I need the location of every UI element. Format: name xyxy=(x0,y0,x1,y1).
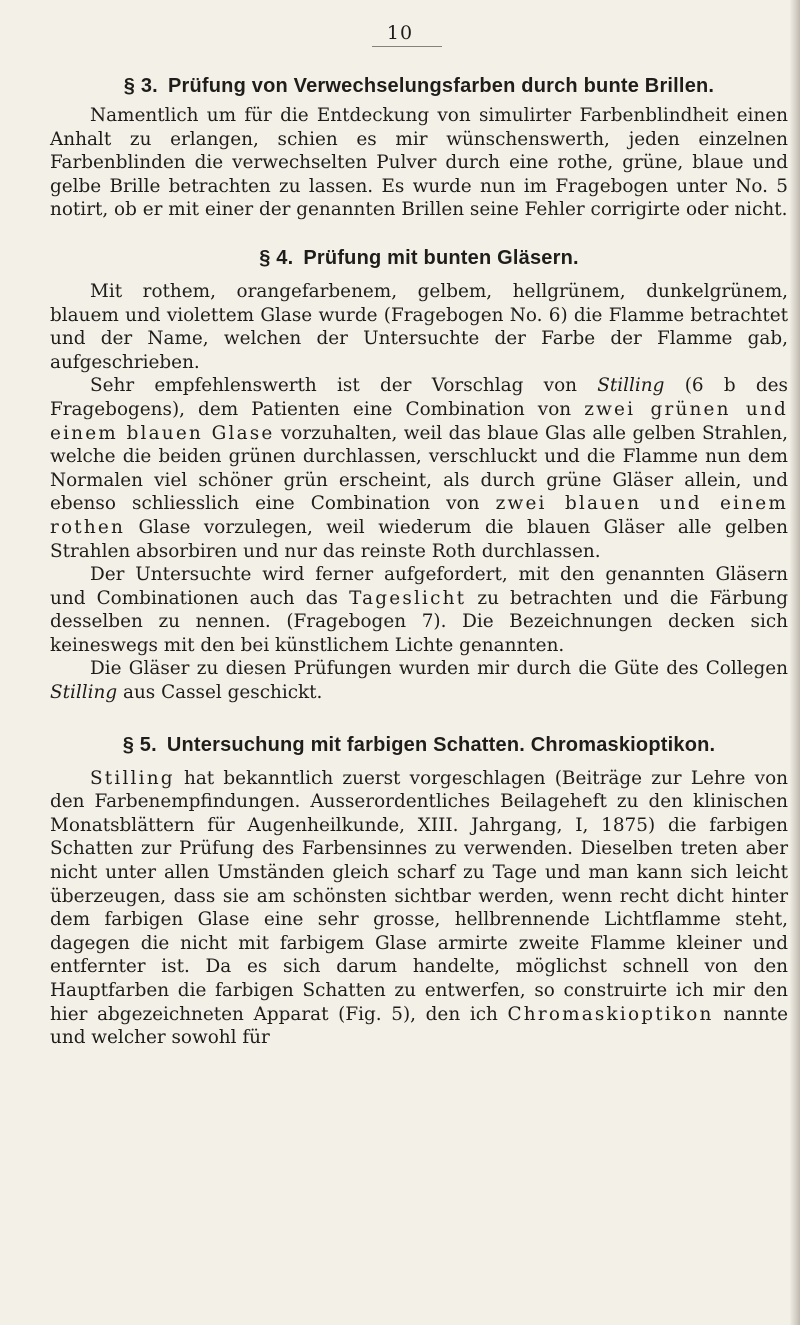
page-number: 10 xyxy=(386,22,414,44)
text-run: Namentlich um für die Entdeckung von simulirter Farbenblindheit einen Anhalt zu erlangen, schien es mir wünschenswerth, jeden einzelnen Farbenblinden die verwechselten Pulver durch eine rothe, grüne, blaue und gelbe Brille betrachten zu lassen. Es wurde nun im Fragebogen unter No. 5 notirt, ob er mit einer der genannten Brillen seine Fehler corrigirte oder nicht. xyxy=(50,105,788,221)
spaced-emphasis: Chromaskioptikon xyxy=(507,1003,714,1025)
section-4 xyxy=(50,244,788,705)
italic-name: Stilling xyxy=(50,682,118,704)
paragraph xyxy=(50,104,788,222)
section-5 xyxy=(50,731,788,1050)
section-heading xyxy=(50,72,788,100)
text-run: aus Cassel geschickt. xyxy=(117,682,323,704)
page-body xyxy=(50,72,788,1050)
text-run: (6 b des Fragebogens), dem Patienten eine Combination von xyxy=(50,375,788,420)
section-sign: § 5. xyxy=(122,733,157,756)
spaced-emphasis: Stilling xyxy=(90,767,175,789)
italic-name: Stilling xyxy=(597,375,665,397)
page-number-rule xyxy=(372,46,442,47)
section-title: Prüfung mit bunten Gläsern. xyxy=(303,246,579,269)
section-title: Untersuchung mit farbigen Schatten. Chromaskioptikon. xyxy=(166,733,716,756)
text-run: zu betrachten und die Färbung desselben zu nennen. (Fragebogen 7). Die Bezeichnungen decken sich keineswegs mit den bei künstlichem Lichte genannten. xyxy=(50,587,788,656)
text-run: Glase vorzulegen, weil wiederum die blauen Gläser alle gelben Strahlen absorbiren und nur das reinste Roth durchlassen. xyxy=(50,516,788,562)
section-title: Prüfung von Verwechselungsfarben durch bunte Brillen. xyxy=(167,75,715,97)
text-run: Die Gläser zu diesen Prüfungen wurden mir durch die Güte des Collegen xyxy=(90,658,788,680)
spaced-emphasis: Tageslicht xyxy=(349,587,467,609)
text-run: nannte und welcher sowohl für xyxy=(50,1003,788,1049)
text-run: hat bekanntlich zuerst vorgeschlagen (Beiträge zur Lehre von den Farbenempfindungen. Ausserordentliches Beilageheft zu den klinischen Monatsblättern für Augenheilkunde, XIII. Jahrgang, I, 1875) die farbigen Schatten zur Prüfung des Farbensinnes zu verwenden. Dieselben treten aber nicht unter allen Umständen gleich scharf zu Tage und man kann sich leicht überzeugen, dass sie am schönsten sichtbar werden, wenn recht dicht hinter dem farbigen Glase eine sehr grosse, hellbrennende Lichtflamme steht, dagegen die nicht mit farbigem Glase armirte zweite Flamme kleiner und entfernter ist. Da es sich darum handelte, möglichst schnell von den Hauptfarben die farbigen Schatten zu entwerfen, so construirte ich mir den hier abgezeichneten Apparat (Fig. 5), den ich xyxy=(50,767,788,1025)
spaced-emphasis: zwei grünen und einem blauen Glase xyxy=(50,398,788,444)
paragraph xyxy=(50,657,788,704)
paragraph xyxy=(50,280,788,374)
section-heading xyxy=(50,244,788,272)
paragraph xyxy=(50,767,788,1050)
section-sign: § 4. xyxy=(259,246,294,269)
page-edge xyxy=(790,0,800,1325)
text-run: vorzuhalten, weil das blaue Glas alle gelben Strahlen, welche die beiden grünen durchlassen, verschluckt und die Flamme nun dem Normalen viel schöner grün erscheint, als durch grüne Gläser allein, und ebenso schliesslich eine Combination von xyxy=(50,422,788,515)
text-run: Sehr empfehlenswerth ist der Vorschlag von xyxy=(90,375,598,397)
section-sign: § 3. xyxy=(123,75,158,97)
section-3 xyxy=(50,72,788,222)
text-run: Der Untersuchte wird ferner aufgefordert, mit den genannten Gläsern und Combinationen auch das xyxy=(50,564,788,609)
text-run: Mit rothem, orangefarbenem, gelbem, hellgrünem, dunkelgrünem, blauem und violettem Glase wurde (Fragebogen No. 6) die Flamme betrachtet und der Name, welchen der Untersuchte der Farbe der Flamme gab, aufgeschrieben. xyxy=(50,280,788,373)
spaced-emphasis: zwei blauen und einem rothen xyxy=(50,493,788,538)
section-heading xyxy=(50,731,788,759)
paragraph xyxy=(50,563,788,657)
paragraph xyxy=(50,374,788,563)
